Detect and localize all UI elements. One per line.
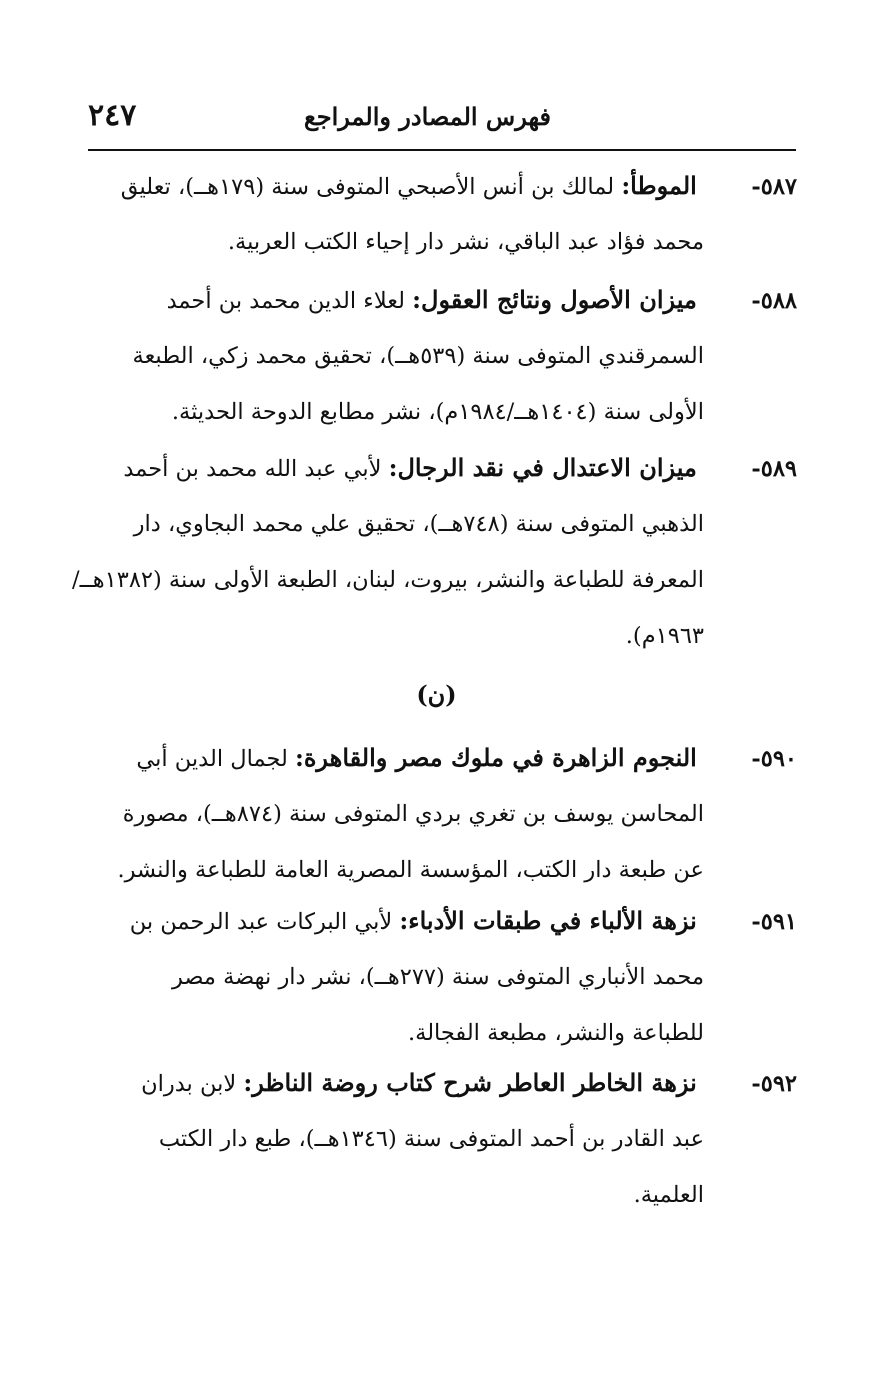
bibliography-entry-589: [72, 440, 797, 664]
entry-text: لعلاء الدين محمد بن أحمد: [166, 288, 406, 314]
entry-first-line: [80, 893, 797, 949]
entry-line: محمد الأنباري المتوفى سنة (٢٧٧هــ)، نشر دار نهضة مصر: [171, 964, 704, 990]
entry-first-line: [80, 272, 797, 328]
entry-text: لابن بدران: [141, 1071, 237, 1097]
entry-title: نزهة الخاطر العاطر شرح كتاب روضة الناظر:: [243, 1068, 697, 1097]
bibliography-entry-587: [80, 158, 797, 270]
entry-line: العلمية.: [633, 1182, 704, 1208]
entry-text: لأبي البركات عبد الرحمن بن: [129, 909, 393, 935]
running-title: فهرس المصادر والمراجع: [303, 102, 551, 131]
entry-text: لأبي عبد الله محمد بن أحمد: [123, 456, 382, 482]
entry-line: الذهبي المتوفى سنة (٧٤٨هــ)، تحقيق علي محمد البجاوي، دار: [133, 511, 704, 537]
bibliography-entry-591: [80, 893, 797, 1061]
entry-line: عن طبعة دار الكتب، المؤسسة المصرية العامة للطباعة والنشر.: [117, 857, 704, 883]
entry-first-line: [80, 440, 797, 496]
entry-title: ميزان الاعتدال في نقد الرجال:: [388, 453, 697, 482]
section-letter-heading: (ن): [416, 680, 457, 709]
bibliography-entry-590: [80, 730, 797, 898]
entry-first-line: [80, 730, 797, 786]
entry-text: لمالك بن أنس الأصبحي المتوفى سنة (١٧٩هــ)، تعليق: [120, 174, 615, 200]
entry-number: ٥٩٠-: [751, 746, 797, 772]
entry-number: ٥٨٩-: [751, 456, 797, 482]
entry-title: الموطأ:: [621, 171, 697, 200]
entry-line: المحاسن يوسف بن تغري بردي المتوفى سنة (٨٧٤هــ)، مصورة: [122, 801, 704, 827]
entry-line: عبد القادر بن أحمد المتوفى سنة (١٣٤٦هــ)، طبع دار الكتب: [158, 1126, 704, 1152]
entry-first-line: [80, 158, 797, 214]
entry-number: ٥٨٨-: [751, 288, 797, 314]
entry-line: للطباعة والنشر، مطبعة الفجالة.: [407, 1020, 704, 1046]
entry-line: المعرفة للطباعة والنشر، بيروت، لبنان، الطبعة الأولى سنة (١٣٨٢هــ/: [72, 567, 704, 593]
entry-line: محمد فؤاد عبد الباقي، نشر دار إحياء الكتب العربية.: [227, 229, 704, 255]
entry-number: ٥٩١-: [751, 909, 797, 935]
bibliography-entry-592: [80, 1055, 797, 1223]
entry-line: ١٩٦٣م).: [625, 623, 704, 649]
entry-number: ٥٩٢-: [751, 1071, 797, 1097]
entry-text: لجمال الدين أبي: [136, 746, 288, 772]
entry-title: نزهة الألباء في طبقات الأدباء:: [399, 906, 697, 935]
page-number: ٢٤٧: [88, 98, 137, 133]
entry-title: النجوم الزاهرة في ملوك مصر والقاهرة:: [295, 743, 697, 772]
bibliography-entry-588: [80, 272, 797, 440]
entry-number: ٥٨٧-: [751, 174, 797, 200]
entry-line: الأولى سنة (١٤٠٤هــ/١٩٨٤م)، نشر مطابع الدوحة الحديثة.: [171, 399, 704, 425]
page-header: [88, 96, 796, 144]
entry-line: السمرقندي المتوفى سنة (٥٣٩هــ)، تحقيق محمد زكي، الطبعة: [132, 343, 704, 369]
entry-first-line: [80, 1055, 797, 1111]
header-rule: [88, 149, 796, 151]
entry-title: ميزان الأصول ونتائج العقول:: [412, 285, 697, 314]
